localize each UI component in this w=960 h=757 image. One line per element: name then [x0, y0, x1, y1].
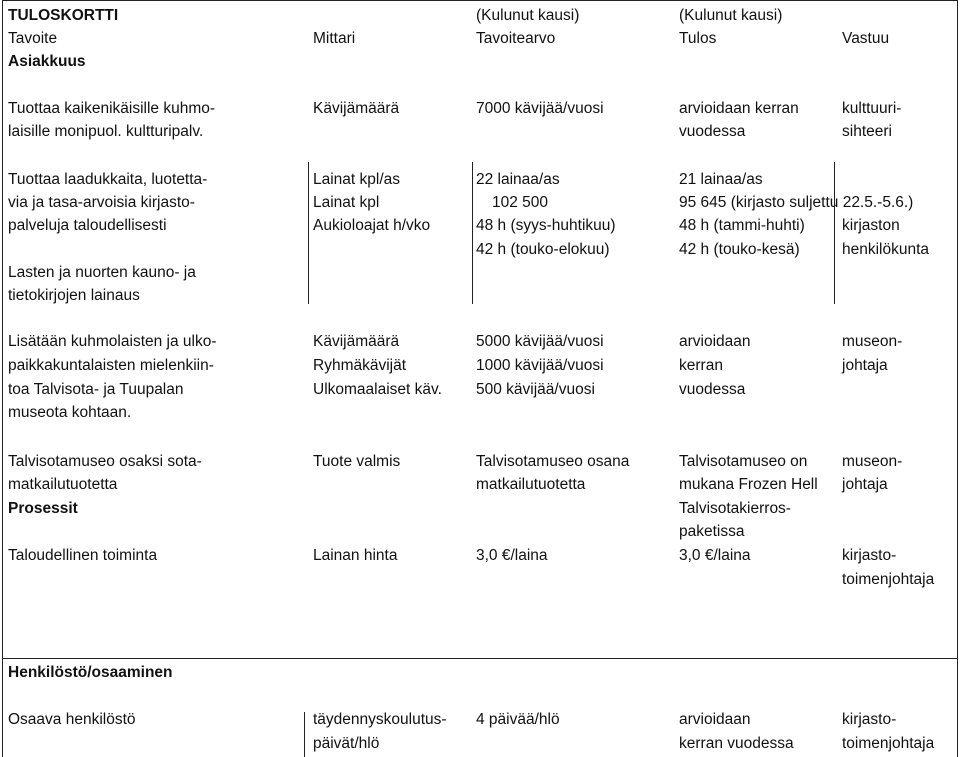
row4-vastuu-line: museon-: [842, 453, 903, 470]
row3-mittari-line: Kävijämäärä: [313, 333, 400, 350]
row1-tavoite-line: laisille monipuol. kultturipalv.: [8, 123, 204, 140]
row1-tavoitearvo: 7000 kävijää/vuosi: [476, 100, 604, 117]
row4-tulos-line: Talvisotakierros-: [679, 500, 791, 517]
row2-tavoite-line: via ja tasa-arvoisia kirjasto-: [8, 194, 195, 211]
row2-tavoite-line: Tuottaa laadukkaita, luotetta-: [8, 171, 208, 188]
row6-vastuu-line: kirjasto-: [842, 711, 897, 728]
row2-tavoitearvo-line: 42 h (touko-elokuu): [476, 241, 610, 258]
row6-mittari-line: päivät/hlö: [313, 735, 380, 752]
row3-tavoitearvo-line: 1000 kävijää/vuosi: [476, 357, 604, 374]
header-tavoitearvo: Tavoitearvo: [476, 30, 556, 47]
row2-tavoitearvo-line: 102 500: [492, 194, 549, 211]
row6-tulos-line: arvioidaan: [679, 711, 751, 728]
row6-mittari-line: täydennyskoulutus-: [313, 711, 447, 728]
table-border-right: [957, 0, 958, 757]
row6-vastuu-line: toimenjohtaja: [842, 735, 935, 752]
row2-tulos-line: 48 h (tammi-huhti): [679, 217, 805, 234]
row3-tulos-line: kerran: [679, 357, 723, 374]
row2-tavoitearvo-line: 22 lainaa/as: [476, 171, 560, 188]
section-prosessit: Prosessit: [8, 500, 78, 517]
row4-mittari: Tuote valmis: [313, 453, 401, 470]
header-vastuu: Vastuu: [842, 30, 890, 47]
section-asiakkuus: Asiakkuus: [8, 53, 86, 70]
row4-tavoitearvo-line: matkailutuotetta: [476, 476, 586, 493]
row2-mittari-line: Aukioloajat h/vko: [313, 217, 431, 234]
col-divider-tavoite: [308, 162, 309, 304]
row2-vastuu-line: kirjaston: [842, 217, 900, 234]
row5-mittari: Lainan hinta: [313, 547, 398, 564]
row4-tulos-line: paketissa: [679, 523, 745, 540]
row1-mittari: Kävijämäärä: [313, 100, 400, 117]
row2-tavoite-line: palveluja taloudellisesti: [8, 217, 167, 234]
col-divider-henkilosto: [304, 712, 305, 757]
row3-tavoitearvo-line: 5000 kävijää/vuosi: [476, 333, 604, 350]
row2-mittari-line: Lainat kpl/as: [313, 171, 401, 188]
table-border-top: [2, 0, 958, 1]
row4-vastuu-line: johtaja: [842, 476, 888, 493]
row1-vastuu-line: kulttuuri-: [842, 100, 902, 117]
row4-tulos-line: Talvisotamuseo on: [679, 453, 808, 470]
row3-vastuu-line: museon-: [842, 333, 903, 350]
row5-tulos: 3,0 €/laina: [679, 547, 751, 564]
col-divider-mittari: [472, 162, 473, 304]
row4-tavoite-line: Talvisotamuseo osaksi sota-: [8, 453, 202, 470]
row2-vastuu-line: henkilökunta: [842, 241, 930, 258]
row1-tulos-line: arvioidaan kerran: [679, 100, 799, 117]
row3-tavoitearvo-line: 500 kävijää/vuosi: [476, 381, 595, 398]
header-kulunut-kausi-1: (Kulunut kausi): [476, 7, 580, 24]
row5-tavoitearvo: 3,0 €/laina: [476, 547, 548, 564]
header-kulunut-kausi-2: (Kulunut kausi): [679, 7, 783, 24]
row5-vastuu-line: toimenjohtaja: [842, 571, 935, 588]
row3-tulos-line: arvioidaan: [679, 333, 751, 350]
row1-tulos-line: vuodessa: [679, 123, 746, 140]
section-divider-henkilosto: [2, 658, 958, 659]
row2-tulos-line: 42 h (touko-kesä): [679, 241, 800, 258]
row6-tavoitearvo: 4 päivää/hlö: [476, 711, 560, 728]
page-title: TULOSKORTTI: [8, 7, 119, 24]
header-tulos: Tulos: [679, 30, 717, 47]
row3-tavoite-line: paikkakuntalaisten mielenkiin-: [8, 357, 214, 374]
row3-tavoite-line: museota kohtaan.: [8, 404, 132, 421]
row2-tavoitearvo-line: 48 h (syys-huhtikuu): [476, 217, 616, 234]
row1-tavoite-line: Tuottaa kaikenikäisille kuhmo-: [8, 100, 216, 117]
row5-tavoite: Taloudellinen toiminta: [8, 547, 158, 564]
row6-tavoite: Osaava henkilöstö: [8, 711, 136, 728]
row4-tulos-line: mukana Frozen Hell: [679, 476, 818, 493]
row1-vastuu-line: sihteeri: [842, 123, 892, 140]
row3-tulos-line: vuodessa: [679, 381, 746, 398]
table-border-left: [2, 0, 3, 757]
row2-tulos-line: 95 645 (kirjasto suljettu 22.5.-5.6.): [679, 194, 914, 211]
row2-tulos-line: 21 lainaa/as: [679, 171, 763, 188]
row2-tavoite-line: Lasten ja nuorten kauno- ja: [8, 264, 196, 281]
section-henkilosto: Henkilöstö/osaaminen: [8, 664, 173, 681]
row3-tavoite-line: Lisätään kuhmolaisten ja ulko-: [8, 333, 217, 350]
header-tavoite: Tavoite: [8, 30, 58, 47]
row5-vastuu-line: kirjasto-: [842, 547, 897, 564]
row4-tavoitearvo-line: Talvisotamuseo osana: [476, 453, 630, 470]
header-mittari: Mittari: [313, 30, 356, 47]
row3-mittari-line: Ryhmäkävijät: [313, 357, 407, 374]
row2-tavoite-line: tietokirjojen lainaus: [8, 287, 140, 304]
row2-mittari-line: Lainat kpl: [313, 194, 380, 211]
row6-tulos-line: kerran vuodessa: [679, 735, 794, 752]
col-divider-tulos: [834, 162, 835, 304]
row4-tavoite-line: matkailutuotetta: [8, 476, 118, 493]
row3-vastuu-line: johtaja: [842, 357, 888, 374]
row3-mittari-line: Ulkomaalaiset käv.: [313, 381, 442, 398]
row3-tavoite-line: toa Talvisota- ja Tuupalan: [8, 381, 184, 398]
